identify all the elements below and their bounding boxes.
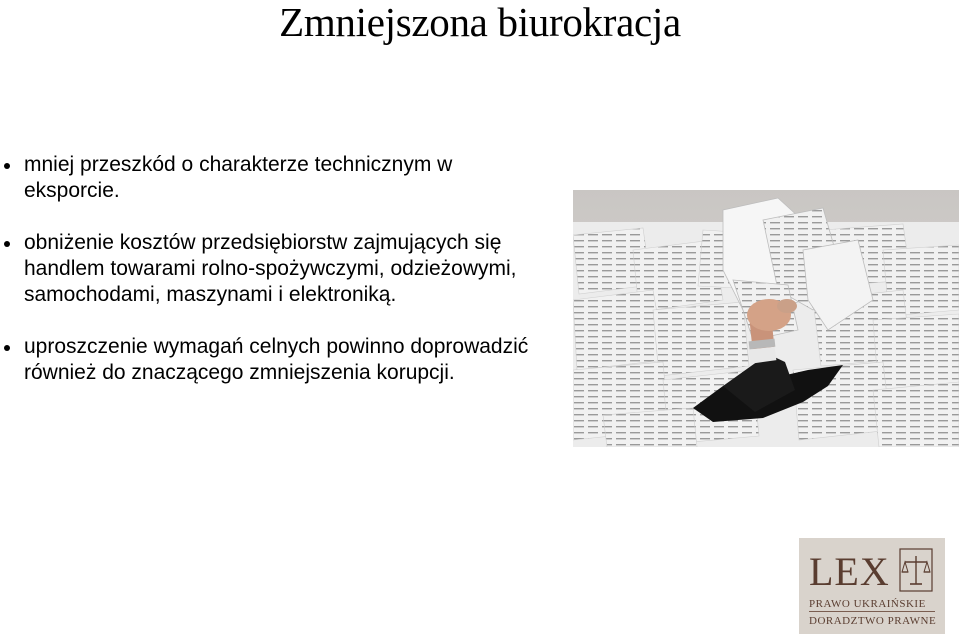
- lex-logo: [799, 538, 945, 634]
- bullet-dot-icon: [4, 163, 10, 169]
- bullet-text: obniżenie kosztów przedsiębiorstw zajmujących się handlem towarami rolno-spożywczymi, odzieżowymi, samochodami, maszynami i elektroniką.: [24, 231, 517, 306]
- bullet-item: [0, 152, 540, 204]
- bullet-text: uproszczenie wymagań celnych powinno doprowadzić również do znaczącego zmniejszenia korupcji.: [24, 335, 529, 384]
- logo-divider: [809, 611, 935, 612]
- slide-title: Zmniejszona biurokracja: [279, 0, 681, 45]
- bullet-item: [0, 230, 540, 308]
- logo-line-2: DORADZTWO PRAWNE: [809, 615, 937, 627]
- bullet-dot-icon: [4, 241, 10, 247]
- paperwork-hand-photo: [573, 190, 959, 447]
- bullet-text: mniej przeszkód o charakterze technicznym w eksporcie.: [24, 153, 453, 202]
- scales-icon: [899, 548, 933, 597]
- bullet-item: [0, 334, 540, 386]
- bullet-dot-icon: [4, 345, 10, 351]
- bullet-list: [0, 152, 540, 412]
- logo-line-1: PRAWO UKRAIŃSKIE: [809, 598, 926, 610]
- logo-word: LEX: [809, 549, 890, 594]
